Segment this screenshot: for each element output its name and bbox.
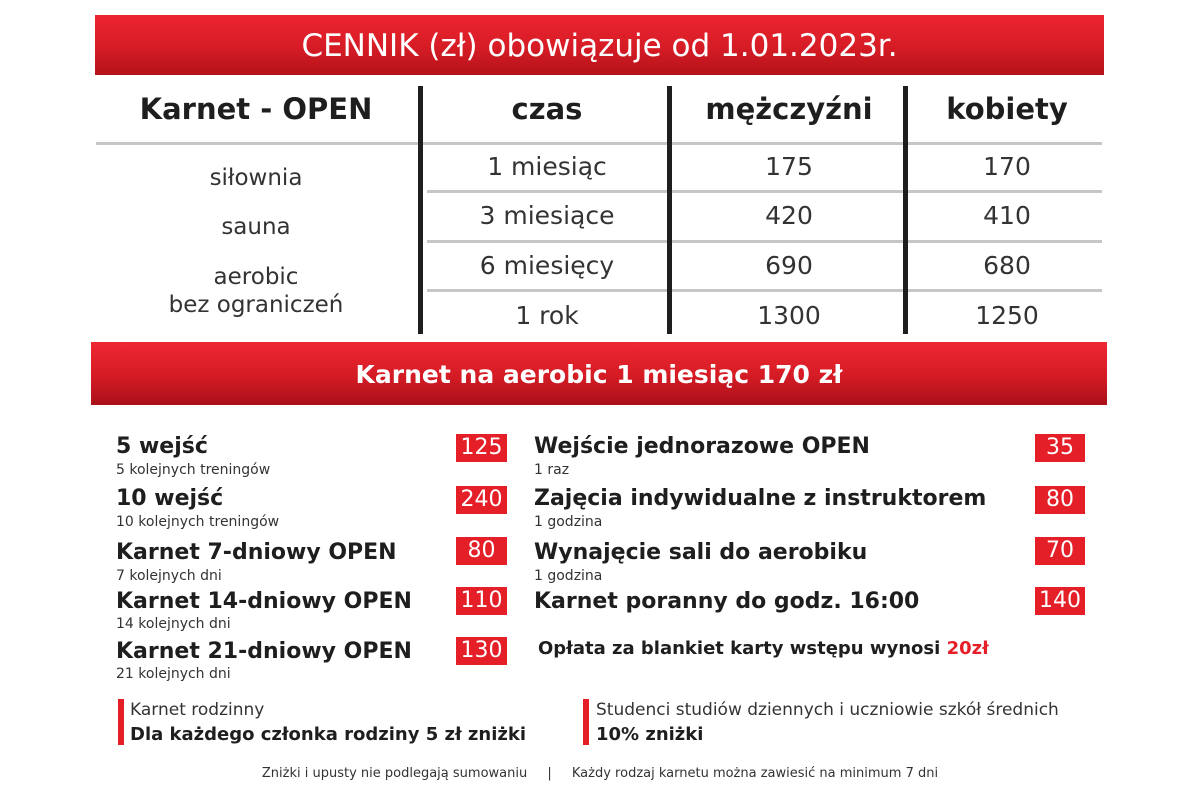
offer-subtitle: 1 godzina — [534, 514, 603, 530]
offer-title: Karnet 7-dniowy OPEN — [116, 540, 397, 565]
accent-bar — [583, 699, 589, 745]
row-divider — [427, 190, 1102, 193]
card-fee-amount: 20zł — [946, 638, 989, 659]
column-header-men: mężczyźni — [705, 92, 873, 126]
service-unlimited: bez ograniczeń — [168, 292, 344, 318]
price-list-title: CENNIK (zł) obowiązuje od 1.01.2023r. — [95, 15, 1104, 75]
footer-separator: | — [547, 766, 552, 781]
price-women-cell: 410 — [983, 201, 1031, 230]
offer-title: Karnet 21-dniowy OPEN — [116, 639, 412, 664]
offer-subtitle: 1 godzina — [534, 568, 603, 584]
family-discount-text: Dla każdego członka rodziny 5 zł zniżki — [130, 724, 526, 745]
price-men-cell: 690 — [765, 251, 813, 280]
row-divider — [427, 240, 1102, 243]
column-header-pass: Karnet - OPEN — [139, 92, 373, 126]
column-divider — [667, 86, 672, 334]
price-women-cell: 680 — [983, 251, 1031, 280]
accent-bar — [118, 699, 124, 745]
header-divider — [96, 142, 1102, 145]
card-fee-note — [538, 638, 989, 659]
student-discount-text: 10% zniżki — [596, 724, 704, 745]
price-women-cell: 170 — [983, 152, 1031, 181]
service-gym: siłownia — [209, 165, 303, 191]
duration-cell: 1 miesiąc — [487, 152, 607, 181]
price-badge: 80 — [1035, 486, 1085, 514]
offer-title: Wejście jednorazowe OPEN — [534, 434, 870, 459]
service-aerobic: aerobic — [213, 264, 299, 290]
footer-left-note: Zniżki i upusty nie podlegają sumowaniu — [261, 766, 528, 781]
price-badge: 110 — [456, 587, 507, 615]
footer-right-note: Każdy rodzaj karnetu można zawiesić na minimum 7 dni — [571, 766, 939, 781]
footer-notes — [0, 766, 1200, 781]
column-divider — [418, 86, 423, 334]
price-badge: 140 — [1035, 587, 1085, 615]
offer-subtitle: 10 kolejnych treningów — [116, 514, 280, 530]
price-women-cell: 1250 — [975, 301, 1039, 330]
offer-subtitle: 21 kolejnych dni — [116, 666, 231, 682]
price-men-cell: 420 — [765, 201, 813, 230]
offer-title: Karnet poranny do godz. 16:00 — [534, 589, 920, 614]
offer-subtitle: 1 raz — [534, 462, 570, 478]
duration-cell: 6 miesięcy — [479, 251, 615, 280]
price-badge: 70 — [1035, 537, 1085, 565]
price-badge: 80 — [456, 537, 507, 565]
offer-title: 5 wejść — [116, 434, 208, 459]
student-discount-label: Studenci studiów dziennych i uczniowie szkół średnich — [596, 700, 1059, 720]
card-fee-text: Opłata za blankiet karty wstępu wynosi — [538, 638, 947, 659]
price-badge: 125 — [456, 434, 507, 462]
offer-title: 10 wejść — [116, 486, 224, 511]
price-badge: 130 — [456, 637, 507, 665]
duration-cell: 1 rok — [515, 301, 579, 330]
offer-title: Wynajęcie sali do aerobiku — [534, 540, 868, 565]
service-sauna: sauna — [221, 214, 291, 240]
price-men-cell: 1300 — [757, 301, 821, 330]
offer-subtitle: 5 kolejnych treningów — [116, 462, 271, 478]
column-header-women: kobiety — [946, 92, 1068, 126]
column-header-duration: czas — [511, 92, 583, 126]
offer-subtitle: 7 kolejnych dni — [116, 568, 222, 584]
price-badge: 240 — [456, 486, 507, 514]
price-badge: 35 — [1035, 434, 1085, 462]
duration-cell: 3 miesiące — [479, 201, 615, 230]
offer-title: Zajęcia indywidualne z instruktorem — [534, 486, 987, 511]
offer-title: Karnet 14-dniowy OPEN — [116, 589, 412, 614]
row-divider — [427, 289, 1102, 292]
family-discount-label: Karnet rodzinny — [130, 700, 265, 720]
price-men-cell: 175 — [765, 152, 813, 181]
aerobic-pass-banner: Karnet na aerobic 1 miesiąc 170 zł — [91, 342, 1107, 405]
offer-subtitle: 14 kolejnych dni — [116, 616, 231, 632]
